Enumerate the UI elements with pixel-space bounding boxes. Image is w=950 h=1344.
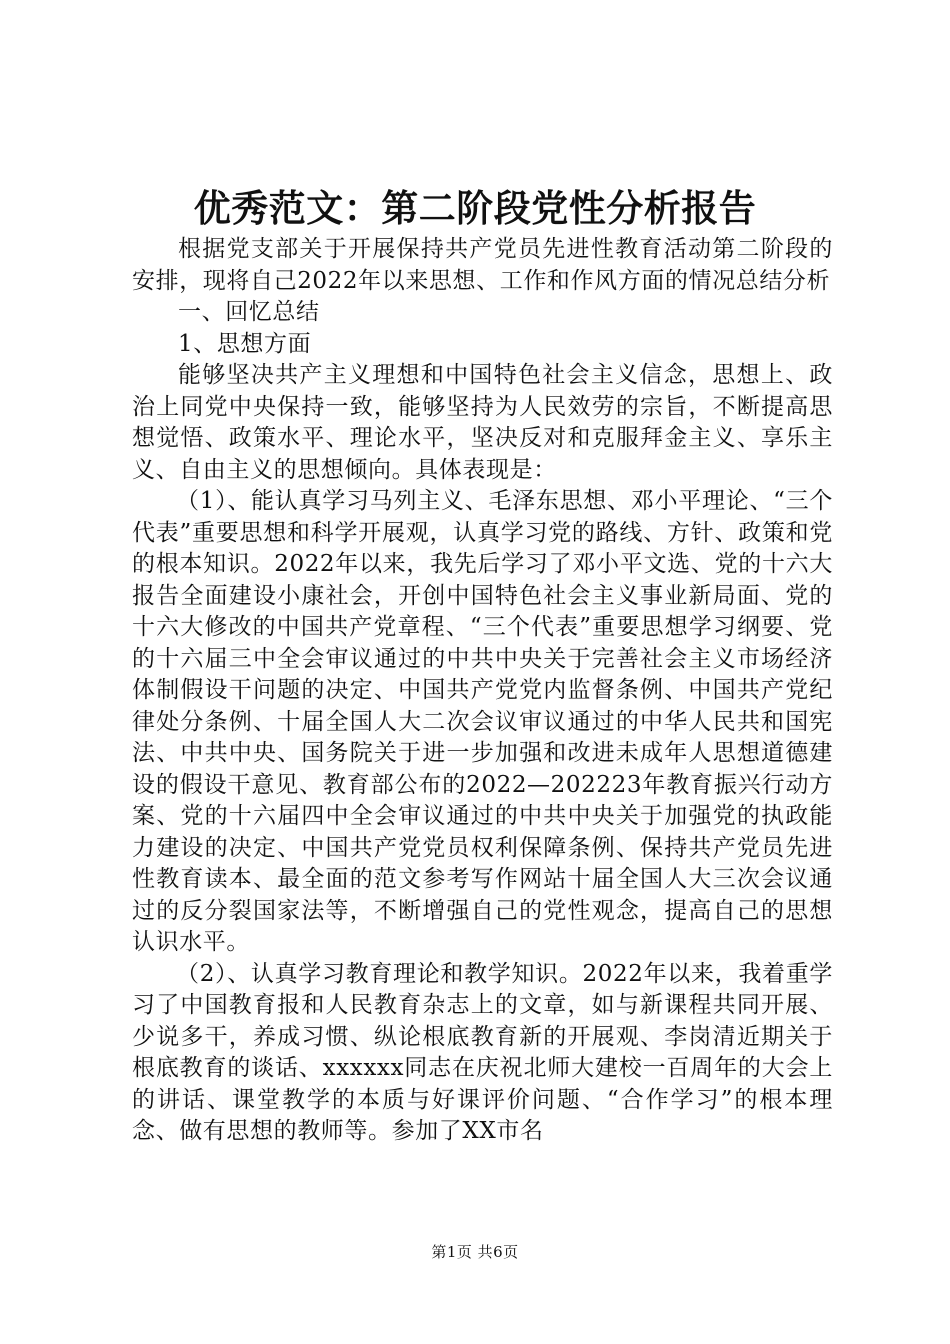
document-body	[132, 234, 833, 1148]
section-heading: 一、回忆总结	[178, 299, 320, 325]
thought-paragraph: 能够坚决共产主义理想和中国特色社会主义信念，思想上、政治上同党中央保持一致，能够坚持为人民效劳的宗旨，不断提高思想觉悟、政策水平、理论水平，坚决反对和克服拜金主义、享乐主义、自由主义的思想倾向。具体表现是：	[132, 362, 833, 483]
subsection-heading: 1、思想方面	[178, 330, 312, 357]
study-paragraph-2: （2）、认真学习教育理论和教学知识。2022年以来，我着重学习了中国教育报和人民教育杂志上的文章，如与新课程共同开展、少说多干，养成习惯、纵论根底教育新的开展观、李岗清近期关于根底教育的谈话、xxxxxx同志在庆祝北师大建校一百周年的大会上的讲话、课堂教学的本质与好课评价问题、“合作学习”的根本理念、做有思想的教师等。参加了XX市名	[132, 960, 833, 1144]
intro-paragraph: 根据党支部关于开展保持共产党员先进性教育活动第二阶段的安排，现将自己2022年以来思想、工作和作风方面的情况总结分析	[132, 236, 833, 294]
document-title: 优秀范文：第二阶段党性分析报告	[193, 187, 757, 230]
page-number: 第1页 共6页	[431, 1243, 519, 1261]
study-paragraph-1: （1）、能认真学习马列主义、毛泽东思想、邓小平理论、“三个代表”重要思想和科学开展观，认真学习党的路线、方针、政策和党的根本知识。2022年以来，我先后学习了邓小平文选、党的十六大报告全面建设小康社会，开创中国特色社会主义事业新局面、党的十六大修改的中国共产党章程、“三个代表”重要思想学习纲要、党的十六届三中全会审议通过的中共中央关于完善社会主义市场经济体制假设干问题的决定、中国共产党党内监督条例、中国共产党纪律处分条例、十届全国人大二次会议审议通过的中华人民共和国宪法、中共中央、国务院关于进一步加强和改进未成年人思想道德建设的假设干意见、教育部公布的2022—202223年教育振兴行动方案、党的十六届四中全会审议通过的中共中央关于加强党的执政能力建设的决定、中国共产党党员权利保障条例、保持共产党员先进性教育读本、最全面的范文参考写作网站十届全国人大三次会议通过的反分裂国家法等，不断增强自己的党性观念，提高自己的思想认识水平。	[132, 488, 833, 955]
